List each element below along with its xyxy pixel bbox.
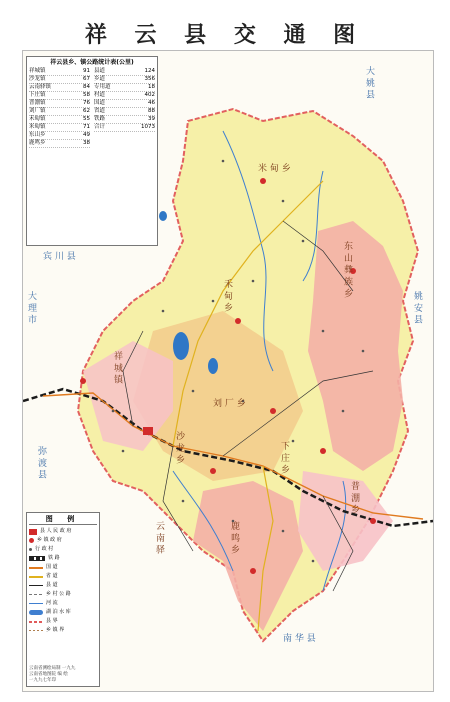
stats-row: 鹿鸣乡 38: [29, 140, 90, 146]
stats-column-road-types: [94, 68, 155, 148]
town-label-xiazhuang: 下 庄 乡: [279, 441, 289, 474]
town-marker: [260, 178, 266, 184]
legend-footer: 云南省测绘局制 一九九 云南省地图院 编 绘 一九九七年印: [29, 666, 76, 683]
legend-item: 乡 镇 政 府: [29, 536, 97, 545]
town-label-liuchang: 刘 厂 乡: [213, 399, 246, 409]
stats-row: 沙龙镇 67: [29, 76, 90, 82]
stats-row: 省道 88: [94, 108, 155, 114]
stats-title: 祥云县乡、镇公路统计表(公里): [50, 59, 134, 66]
legend-item: 国 道: [29, 563, 97, 572]
town-dot-icon: [29, 538, 34, 543]
town-marker: [270, 408, 276, 414]
town-label-yunnanyi: 云 南 驿: [154, 521, 164, 554]
stats-row: 刘厂镇 62: [29, 108, 90, 114]
map-legend: [26, 512, 100, 687]
railway-icon: [29, 556, 45, 561]
legend-item: 湖 泊 水 库: [29, 608, 97, 617]
stats-row: 专用道 18: [94, 84, 155, 90]
national-road-icon: [29, 567, 43, 569]
legend-item: 乡 村 公 路: [29, 590, 97, 599]
town-label-midian: 米 甸 乡: [258, 164, 291, 174]
legend-item: 县 道: [29, 581, 97, 590]
stats-row: 米甸镇 71: [29, 124, 90, 130]
town-marker: [210, 468, 216, 474]
stats-row: 普淜镇 76: [29, 100, 90, 106]
road-statistics-table: [26, 56, 158, 246]
provincial-road-icon: [29, 576, 43, 578]
legend-title: 图 例: [29, 515, 97, 525]
legend-item: 河 流: [29, 599, 97, 608]
legend-item: 铁 路: [29, 554, 97, 563]
lake-qinghai: [173, 332, 189, 360]
neighbor-label-dali: 大 理 市: [26, 291, 36, 324]
town-marker: [80, 378, 86, 384]
stats-row: 东山乡 49: [29, 132, 90, 138]
legend-item: 县 界: [29, 617, 97, 626]
stats-row: 禾甸镇 55: [29, 116, 90, 122]
town-label-hedian: 禾 甸 乡: [222, 279, 232, 312]
neighbor-label-yaoan: 姚 安 县: [412, 291, 422, 324]
county-road-icon: [29, 585, 43, 586]
county-boundary-icon: [29, 621, 43, 623]
stats-row: 乡道 356: [94, 76, 155, 82]
legend-item: 县 人 民 政 府: [29, 527, 97, 536]
stats-row: 祥城镇 91: [29, 68, 90, 74]
legend-item: 省 道: [29, 572, 97, 581]
neighbor-label-nanhua: 南 华 县: [283, 634, 316, 644]
lake-icon: [29, 610, 43, 615]
town-label-xiangcheng: 祥 城 镇: [112, 351, 122, 384]
stats-row: 国道 46: [94, 100, 155, 106]
river-icon: [29, 603, 43, 604]
town-marker: [320, 448, 326, 454]
stats-row: 铁路 39: [94, 116, 155, 122]
stats-row: 村道 402: [94, 92, 155, 98]
town-marker: [235, 318, 241, 324]
map-title: 祥 云 县 交 通 图: [84, 23, 366, 48]
stats-row: 云南驿镇 84: [29, 84, 90, 90]
legend-item: 行 政 村: [29, 545, 97, 554]
county-seat-marker: [143, 427, 153, 435]
town-label-dongshan: 东 山 彝 族 乡: [342, 241, 352, 298]
town-boundary-icon: [29, 630, 43, 631]
lake-small: [208, 358, 218, 374]
town-label-shalong: 沙 龙 乡: [174, 431, 184, 464]
stats-row: 县道 124: [94, 68, 155, 74]
legend-item: 乡 镇 界: [29, 626, 97, 635]
stats-column-towns: [29, 68, 90, 148]
town-label-pupeng: 普 淜 乡: [349, 481, 359, 514]
lake-north: [159, 211, 167, 221]
town-marker: [370, 518, 376, 524]
neighbor-label-midu: 弥 渡 县: [36, 446, 46, 479]
county-seat-icon: [29, 529, 37, 535]
village-dot-icon: [29, 548, 32, 551]
stats-row: 合计 1073: [94, 124, 155, 130]
village-road-icon: [29, 594, 43, 595]
stats-row: 下庄镇 58: [29, 92, 90, 98]
neighbor-label-binchuan: 宾 川 县: [43, 252, 76, 262]
neighbor-label-dayao: 大 姚 县: [364, 66, 374, 99]
town-label-luming: 鹿 鸣 乡: [229, 521, 239, 554]
town-marker: [250, 568, 256, 574]
